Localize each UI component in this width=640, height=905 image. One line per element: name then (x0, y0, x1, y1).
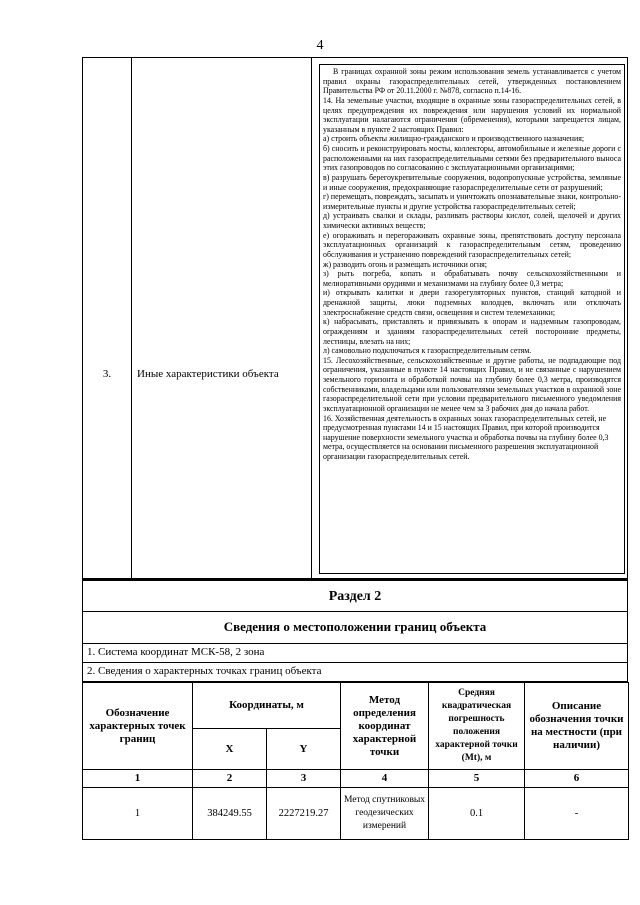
cell-x: 384249.55 (193, 788, 267, 840)
header-error: Средняя квадратическая погрешность положения характерной точки (Mt), м (429, 683, 525, 770)
section-subtitle: Сведения о местоположении границ объекта (82, 611, 628, 644)
col-number: 2 (193, 770, 267, 788)
header-coordinates: Координаты, м (193, 683, 341, 729)
header-designation: Обозначение характерных точек границ (83, 683, 193, 770)
row-other-characteristics (82, 57, 628, 579)
row-value-cell (311, 58, 627, 578)
row-name: Иные характеристики объекта (137, 368, 279, 380)
paragraph: 14. На земельные участки, входящие в охранные зоны газораспределительных сетей, в целях предупреждения их повреждения или нарушения условий их нормальной эксплуатации налагаются ограничения (обременения), которыми запрещается лицам, указанным в пункте 2 настоящих Правил: (323, 95, 621, 134)
row-number: 3. (102, 368, 112, 380)
cell-error: 0.1 (429, 788, 525, 840)
points-info-line: 2. Сведения о характерных точках границ объекта (82, 663, 628, 682)
paragraph: метра, осуществляется на основании письменного разрешения эксплуатационной организации газораспределительных сетей. (323, 442, 599, 461)
col-number: 6 (525, 770, 629, 788)
restrictions-box (319, 64, 625, 574)
paragraph: г) перемещать, повреждать, засыпать и уничтожать опознавательные знаки, контрольно-измерительные пункты и другие устройства газораспределительных сетей; (323, 192, 621, 211)
col-number: 4 (341, 770, 429, 788)
paragraph: л) самовольно подключаться к газораспределительным сетям. (323, 346, 532, 356)
row-name-cell (131, 58, 312, 578)
paragraph: д) устраивать свалки и склады, разливать растворы кислот, солей, щелочей и других химически активных веществ; (323, 211, 621, 230)
table-row (83, 788, 629, 840)
coordinate-system-line: 1. Система координат МСК-58, 2 зона (82, 644, 628, 663)
restrictions-text (323, 67, 621, 462)
page-number: 4 (316, 38, 324, 53)
paragraph: в) разрушать берегоукрепительные сооружения, водопропускные устройства, земляные и иные сооружения, предохраняющие газораспределительные сети от разрушений; (323, 172, 621, 192)
header-method: Метод определения координат характерной точки (341, 683, 429, 770)
paragraph: В границах охранной зоны режим использования земель устанавливается с учетом правил охраны газораспределительных сетей, утвержденных постановлением Правительства РФ от 20.11.2000 г. №878, согласно п.14-16. (323, 67, 621, 96)
paragraph: з) рыть погреба, копать и обрабатывать почву сельскохозяйственными и мелиоративными орудиями и механизмами на глубину более 0,3 метра; (323, 269, 621, 288)
paragraph: к) набрасывать, приставлять и привязывать к опорам и надземным газопроводам, ограждениям и зданиям газораспределительных сетей посторонние предметы, лестницы, влезать на них; (323, 317, 621, 346)
col-number: 3 (267, 770, 341, 788)
paragraph: ж) разводить огонь и размещать источники огня; (323, 259, 488, 269)
header-description: Описание обозначения точки на местности (при наличии) (525, 683, 629, 770)
col-number: 1 (83, 770, 193, 788)
cell-point: 1 (83, 788, 193, 840)
paragraph: 15. Лесохозяйственные, сельскохозяйственные и другие работы, не подпадающие под ограничения, указанные в пункте 14 настоящих Правил, и не связанные с нарушением земельного горизонта и обработкой почвы на глубину более 0,3 метра, производятся собственниками, владельцами или пользователями земельных участков в охранной зоне газораспределительной сети при условии предварительного письменного уведомления эксплуатационной организации не менее чем за 3 рабочих дня до начала работ. (323, 355, 621, 413)
cell-description: - (525, 788, 629, 840)
header-x: X (193, 729, 267, 770)
col-number: 5 (429, 770, 525, 788)
cell-y: 2227219.27 (267, 788, 341, 840)
cell-method: Метод спутниковых геодезических измерений (341, 788, 429, 840)
row-number-cell (83, 58, 132, 578)
paragraph: е) огораживать и перегораживать охранные зоны, препятствовать доступу персонала эксплуатационных организаций к газораспределительным сетям, проведению обслуживания и устранению повреждений газораспределительных сетей; (323, 230, 621, 259)
paragraph: б) сносить и реконструировать мосты, коллекторы, автомобильные и железные дороги с расположенными на них газораспределительными сетями без предварительного выноса этих газопроводов по согласованию с эксплуатационными организациями; (323, 144, 621, 173)
paragraph: и) открывать калитки и двери газорегуляторных пунктов, станций катодной и дренажной защиты, люки подземных колодцев, включать или отключать электроснабжение средств связи, освещения и систем телемеханики; (323, 288, 621, 317)
boundary-points-table (82, 682, 629, 840)
paragraph: 16. Хозяйственная деятельность в охранных зонах газораспределительных сетей, не предусмотренная пунктами 14 и 15 настоящих Правил, при которой производится нарушение поверхности земельного участка и обработка почвы на глубину более 0,3 (323, 413, 609, 442)
header-y: Y (267, 729, 341, 770)
section-title: Раздел 2 (82, 579, 628, 612)
paragraph: а) строить объекты жилищно-гражданского и производственного назначения; (323, 134, 585, 144)
